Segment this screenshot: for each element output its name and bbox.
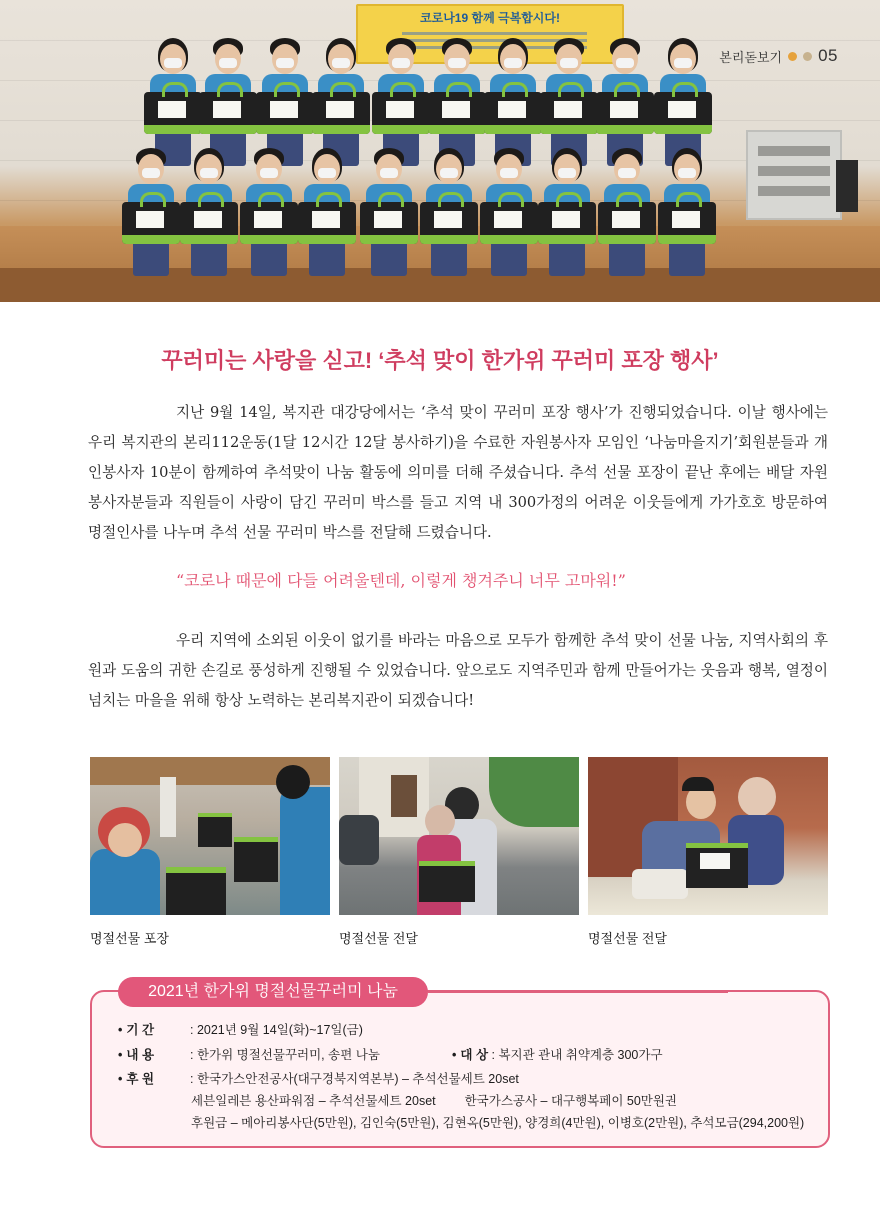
- gift-bag: [122, 202, 180, 244]
- photo-gift-packing: [90, 757, 330, 915]
- sponsor-line-4: 후원금 – 메아리봉사단(5만원), 김인숙(5만원), 김현옥(5만원), 양경희(4만원), 이병호(2만원), 추석모금(294,200원): [191, 1116, 805, 1130]
- gift-bag: [180, 202, 238, 244]
- photo-gift-delivery-1: [339, 757, 579, 915]
- speaker: [836, 160, 858, 212]
- gift-bag: [240, 202, 298, 244]
- gift-bag: [540, 92, 598, 134]
- sponsor-line-3: 한국가스공사 – 대구행복페이 50만원권: [464, 1094, 677, 1108]
- info-target: • 대 상 : 복지관 관내 취약계층 300가구: [452, 1048, 663, 1062]
- info-tab-line: [428, 991, 728, 993]
- period-value: 2021년 9월 14일(화)~17일(금): [196, 1023, 363, 1037]
- dot-icon: [803, 52, 812, 61]
- paragraph-text: 지난 9월 14일, 복지관 대강당에서는 ‘추석 맞이 꾸러미 포장 행사’가 진행되었습니다. 이날 행사에는 우리 복지관의 본리112운동(1달 12시간 12달 봉사하기)을 수료한 자원봉사자 모임인 ‘나눔마을지기’회원분들과 개인봉사자 10분이 함께하여 추석맞이 나눔 활동에 의미를 더해 주셨습니다. 추석 선물 포장이 끝난 후에는 배달 자원봉사자분들과 직원들이 사랑이 담긴 꾸러미 박스를 들고 지역 내 300가정의 어려운 이웃들에게 가가호호 방문하여 명절인사를 나누며 추석 선물 꾸러미 박스를 전달해 드렸습니다.: [88, 404, 828, 541]
- gift-bag: [654, 92, 712, 134]
- page-marker: [719, 46, 838, 66]
- page-number: 05: [818, 46, 838, 65]
- info-sponsor-row-2: [191, 1091, 677, 1109]
- article-title: 꾸러미는 사랑을 싣고! ‘추석 맞이 한가위 꾸러미 포장 행사’: [161, 348, 719, 373]
- section-label: 본리돋보기: [719, 49, 783, 65]
- article-quote: “코로나 때문에 다들 어려울텐데, 이렇게 챙겨주니 너무 고마워!”: [176, 571, 626, 590]
- banner-title: 코로나19 함께 극복합시다!: [420, 11, 560, 25]
- av-cabinet: [746, 130, 842, 220]
- info-sponsor: • 후 원 : 한국가스안전공사(대구경북지역본부) – 추석선물세트 20set: [118, 1072, 519, 1086]
- info-sponsor-row-3: [191, 1113, 804, 1131]
- article-paragraph-1: [88, 398, 828, 548]
- gift-bag: [484, 92, 542, 134]
- gift-bag: [480, 202, 538, 244]
- sponsor-line-1: 한국가스안전공사(대구경북지역본부) – 추석선물세트 20set: [196, 1072, 519, 1086]
- dot-icon: [788, 52, 797, 61]
- period-label: 기 간: [126, 1023, 155, 1037]
- gift-bag: [298, 202, 356, 244]
- paragraph-text: 우리 지역에 소외된 이웃이 없기를 바라는 마음으로 모두가 함께한 추석 맞이 선물 나눔, 지역사회의 후원과 도움의 귀한 손길로 풍성하게 진행될 수 있었습니다. 앞으로도 지역주민과 함께 만들어가는 웃음과 행복, 열정이 넘치는 마을을 위해 항상 노력하는 본리복지관이 되겠습니다!: [88, 632, 828, 709]
- gift-bag: [598, 202, 656, 244]
- gift-bag: [596, 92, 654, 134]
- target-value: 복지관 관내 취약계층 300가구: [498, 1048, 663, 1062]
- info-period: • 기 간 : 2021년 9월 14일(화)~17일(금): [118, 1023, 363, 1037]
- gift-bag: [312, 92, 370, 134]
- gift-bag: [420, 202, 478, 244]
- sponsor-label: 후 원: [126, 1072, 155, 1086]
- gift-bag: [428, 92, 486, 134]
- sponsor-line-2: 세븐일레븐 용산파워점 – 추석선물세트 20set: [191, 1094, 436, 1108]
- photo-caption-1: 명절선물 포장: [90, 931, 169, 946]
- content-value: 한가위 명절선물꾸러미, 송편 나눔: [196, 1048, 380, 1062]
- gift-bag: [199, 92, 257, 134]
- gift-bag: [144, 92, 202, 134]
- gift-bag: [538, 202, 596, 244]
- photo-caption-2: 명절선물 전달: [339, 931, 418, 946]
- target-label: 대 상: [460, 1048, 489, 1062]
- gift-bag: [658, 202, 716, 244]
- photo-gift-delivery-2: [588, 757, 828, 915]
- gift-bag: [256, 92, 314, 134]
- info-box-title: 2021년 한가위 명절선물꾸러미 나눔: [118, 977, 428, 1007]
- info-content: • 내 용 : 한가위 명절선물꾸러미, 송편 나눔: [118, 1048, 380, 1062]
- content-label: 내 용: [126, 1048, 155, 1062]
- photo-caption-3: 명절선물 전달: [588, 931, 667, 946]
- gift-bag: [372, 92, 430, 134]
- gift-bag: [360, 202, 418, 244]
- article-paragraph-2: [88, 626, 828, 716]
